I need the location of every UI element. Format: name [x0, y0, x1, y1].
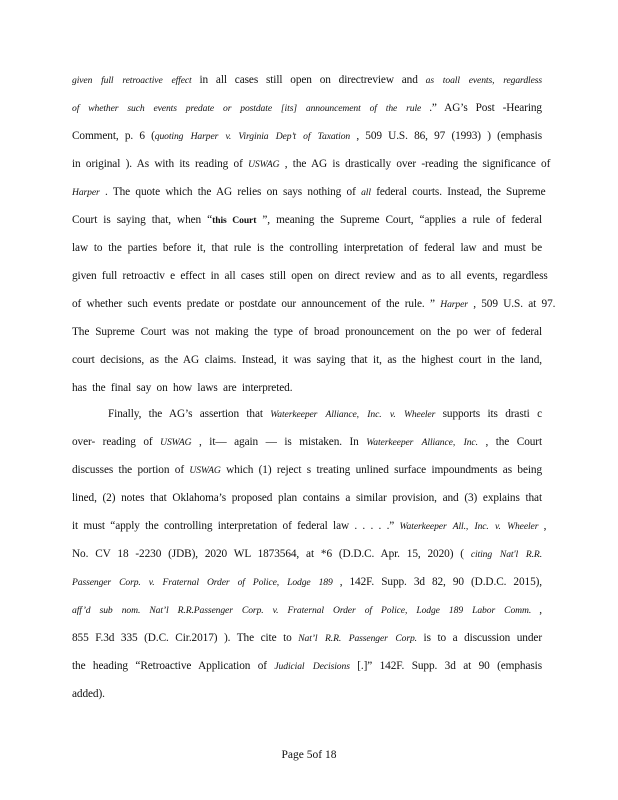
text-run: Finally, the AG’s assertion that [108, 408, 271, 420]
text-run: , the AG is drastically over -reading the significance of [279, 158, 551, 170]
text-line-16 [72, 491, 542, 505]
text-line-21 [72, 631, 542, 646]
italic-run: aff’d sub nom. Nat’l R.R.Passenger Corp. v. Fraternal Order of Police, Lodge 189 Labor Comm. [72, 605, 532, 616]
text-run: , 142F. Supp. 3d 82, 90 (D.D.C. 2015), [332, 576, 542, 588]
text-line-01 [72, 73, 542, 88]
text-line-15 [72, 463, 542, 478]
page-footer: Page 5of 18 [281, 749, 337, 761]
text-line-13 [108, 407, 542, 422]
text-run: discusses the portion of [72, 464, 190, 476]
text-line-14 [72, 435, 542, 450]
text-run: which (1) reject s treating unlined surface impoundments as being [220, 464, 543, 476]
italic-run: USWAG [248, 159, 280, 170]
text-run: The Supreme Court was not making the type of broad pronouncement on the po wer of federal [72, 326, 542, 338]
text-line-20 [72, 603, 542, 618]
italic-run: Waterkeeper Alliance, Inc. v. Wheeler [270, 409, 436, 420]
text-run: given full retroactiv e effect in all cases still open on direct review and as to all events, regardless [72, 270, 548, 282]
text-line-23 [72, 687, 542, 701]
text-run: , [538, 520, 547, 532]
italic-run: citing Nat'l R.R. [470, 549, 542, 560]
text-run: , it— again — is mistaken. In [191, 436, 367, 448]
text-line-19 [72, 575, 542, 590]
text-line-07 [72, 241, 542, 255]
italic-run: as toall events, regardless [425, 75, 543, 86]
text-run: No. CV 18 -2230 (JDB), 2020 WL 1873564, at *6 (D.D.C. Apr. 15, 2020) ( [72, 548, 471, 560]
text-run: , 509 U.S. at 97. [467, 298, 556, 310]
text-run: lined, (2) notes that Oklahoma’s proposed plan contains a similar provision, and (3) explains that [72, 492, 542, 504]
italic-run: Waterkeeper All., Inc. v. Wheeler [399, 521, 539, 532]
text-line-04 [72, 157, 551, 172]
text-run: federal courts. Instead, the Supreme [370, 186, 546, 198]
text-run: it must “apply the controlling interpretation of federal law . . . . .” [72, 520, 400, 532]
text-line-22 [72, 659, 542, 674]
italic-run: all [361, 187, 371, 198]
text-line-12 [72, 381, 542, 395]
italic-run: Judicial Decisions [274, 661, 350, 672]
text-line-03 [72, 129, 542, 144]
text-run: in all cases still open on directreview and [191, 74, 426, 86]
italic-run: Waterkeeper Alliance, Inc. [366, 437, 478, 448]
italic-run: USWAG [189, 465, 221, 476]
text-run: is to a discussion under [416, 632, 542, 644]
italic-run: USWAG [160, 437, 192, 448]
text-run: [.]” 142F. Supp. 3d at 90 (emphasis [349, 660, 543, 672]
text-line-10 [72, 325, 542, 339]
text-run: Court is saying that, when “ [72, 214, 213, 226]
text-run: of whether such events predate or postdate our announcement of the rule. ” [72, 298, 441, 310]
text-run: 855 F.3d 335 (D.C. Cir.2017) ). The cite to [72, 632, 299, 644]
text-run: Comment, p. 6 ( [72, 130, 155, 142]
italic-run: Harper [440, 299, 468, 310]
text-run: the heading “Retroactive Application of [72, 660, 275, 672]
text-run: in original ). As with its reading of [72, 158, 249, 170]
text-run: , 509 U.S. 86, 97 (1993) ) (emphasis [350, 130, 542, 142]
text-line-09 [72, 297, 556, 312]
text-line-05 [72, 185, 546, 200]
text-line-08 [72, 269, 548, 283]
text-run: ”, meaning the Supreme Court, “applies a rule of federal [256, 214, 542, 226]
text-run: supports its drasti c [435, 408, 542, 420]
italic-run: Nat’l R.R. Passenger Corp. [298, 633, 417, 644]
text-run: added). [72, 688, 105, 700]
text-run: , [531, 604, 542, 616]
italic-run: Harper [72, 187, 100, 198]
text-run: , the Court [477, 436, 543, 448]
text-run: court decisions, as the AG claims. Instead, it was saying that it, as the highest court in the land, [72, 354, 542, 366]
text-run: has the final say on how laws are interpreted. [72, 382, 293, 394]
bold-run: this Court [212, 215, 257, 226]
text-run: . The quote which the AG relies on says nothing of [99, 186, 362, 198]
text-run: .” AG’s Post -Hearing [421, 102, 542, 114]
text-run: law to the parties before it, that rule is the controlling interpretation of federal law and must be [72, 242, 542, 254]
text-line-06 [72, 213, 542, 228]
text-line-17 [72, 519, 547, 534]
text-line-11 [72, 353, 542, 367]
italic-run: Passenger Corp. v. Fraternal Order of Police, Lodge 189 [72, 577, 333, 588]
italic-run: of whether such events predate or postdate [its] announcement of the rule [72, 103, 422, 114]
text-run: over- reading of [72, 436, 161, 448]
text-line-18 [72, 547, 542, 562]
italic-run: given full retroactive effect [72, 75, 192, 86]
text-line-02 [72, 101, 542, 116]
italic-run: quoting Harper v. Virginia Dep’t of Taxation [154, 131, 351, 142]
